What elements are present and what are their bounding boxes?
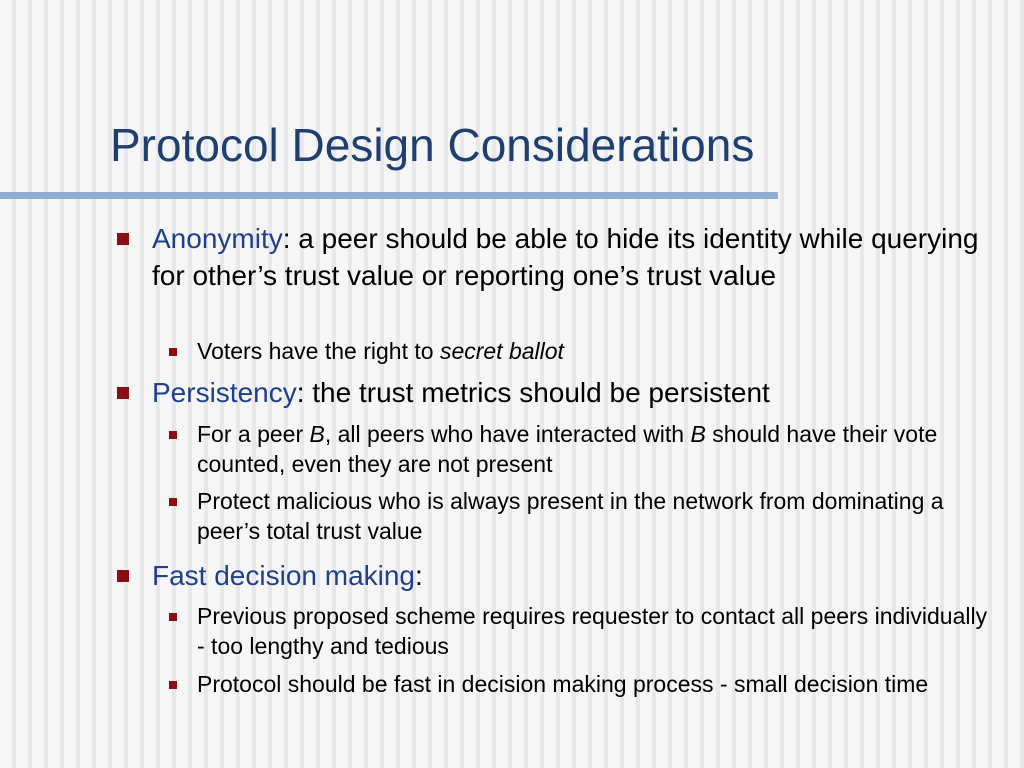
subbullet-text: For a peer — [197, 421, 310, 447]
bullet-term: Anonymity — [152, 223, 283, 254]
bullet-fast-decision — [152, 557, 982, 594]
bullet-persistency — [152, 374, 982, 411]
subbullet-marker — [169, 498, 177, 506]
bullet-term: Fast decision making — [152, 560, 416, 591]
subbullet-marker — [169, 431, 177, 439]
subbullet-marker — [169, 613, 177, 621]
subbullet-protocol-fast: Protocol should be fast in decision making process - small decision time — [197, 671, 929, 697]
subbullet-marker — [169, 681, 177, 689]
subbullet-protect-malicious: Protect malicious who is always present in the network from dominating a peer’s total trust value — [197, 488, 944, 544]
bullet-text: : — [415, 560, 423, 591]
slide-title: Protocol Design Considerations — [110, 119, 755, 171]
subbullet-emphasis: secret ballot — [439, 338, 564, 364]
bullet-text: : the trust metrics should be persistent — [296, 377, 770, 408]
subbullet-text: , all peers who have interacted with — [324, 421, 691, 447]
subbullet-text: Voters have the right to — [197, 338, 440, 364]
bullet-term: Persistency — [152, 377, 297, 408]
subbullet-marker — [169, 348, 177, 356]
subbullet-secret-ballot — [197, 336, 997, 366]
bullet-anonymity — [152, 220, 982, 294]
subbullet-text: should have their vote counted, even they are not present — [197, 421, 938, 477]
subbullet-emphasis: B — [309, 421, 325, 447]
subbullet-previous-scheme: Previous proposed scheme requires requester to contact all peers individually - too lengthy and tedious — [197, 603, 988, 659]
subbullet-peer-b — [197, 419, 997, 479]
bullet-marker — [117, 570, 129, 582]
subbullet-emphasis: B — [690, 421, 706, 447]
bullet-marker — [117, 233, 129, 245]
bullet-marker — [117, 387, 129, 399]
bullet-text: : a peer should be able to hide its identity while querying for other’s trust value or reporting one’s trust value — [152, 223, 979, 291]
